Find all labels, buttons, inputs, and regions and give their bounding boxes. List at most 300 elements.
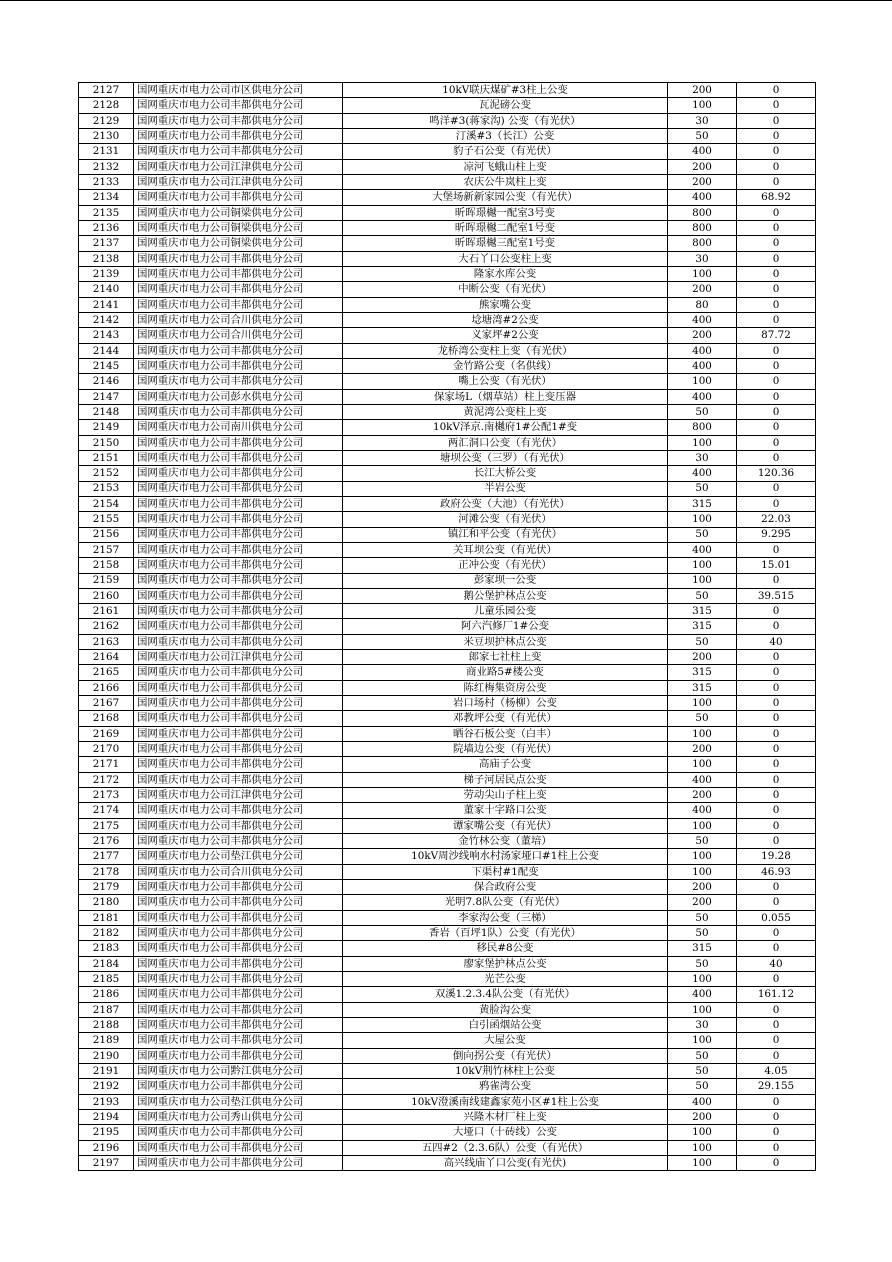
company-name: 国网重庆市电力公司江津供电分公司 <box>134 159 343 174</box>
company-name: 国网重庆市电力公司丰都供电分公司 <box>134 987 343 1002</box>
capacity-value: 100 <box>668 818 737 833</box>
transformer-name: 下渠村#1配变 <box>343 864 668 879</box>
row-number: 2127 <box>79 83 134 98</box>
row-number: 2151 <box>79 450 134 465</box>
capacity-value: 200 <box>668 83 737 98</box>
transformer-name: 10kV澄溪南线建鑫家苑小区#1柱上公变 <box>343 1094 668 1109</box>
table-row <box>79 619 816 634</box>
pv-value: 15.01 <box>737 558 816 573</box>
pv-value: 0 <box>737 358 816 373</box>
capacity-value: 200 <box>668 1109 737 1124</box>
company-name: 国网重庆市电力公司丰都供电分公司 <box>134 450 343 465</box>
capacity-value: 200 <box>668 282 737 297</box>
row-number: 2146 <box>79 374 134 389</box>
transformer-name: 瓦泥磅公变 <box>343 98 668 113</box>
capacity-value: 50 <box>668 711 737 726</box>
row-number: 2145 <box>79 358 134 373</box>
row-number: 2152 <box>79 466 134 481</box>
company-name: 国网重庆市电力公司丰都供电分公司 <box>134 665 343 680</box>
pv-value: 0 <box>737 98 816 113</box>
company-name: 国网重庆市电力公司铜梁供电分公司 <box>134 220 343 235</box>
row-number: 2187 <box>79 1002 134 1017</box>
company-name: 国网重庆市电力公司丰都供电分公司 <box>134 972 343 987</box>
pv-value: 0 <box>737 895 816 910</box>
capacity-value: 100 <box>668 1002 737 1017</box>
transformer-name: 高庙子公变 <box>343 757 668 772</box>
capacity-value: 200 <box>668 328 737 343</box>
table-row <box>79 496 816 511</box>
transformer-name: 廖家堡护林点公变 <box>343 956 668 971</box>
transformer-name: 10kV泽京.南樾府1#公配1#变 <box>343 420 668 435</box>
table-row <box>79 987 816 1002</box>
row-number: 2197 <box>79 1155 134 1170</box>
transformer-name: 正冲公变（有光伏） <box>343 558 668 573</box>
row-number: 2195 <box>79 1125 134 1140</box>
pv-value: 39.515 <box>737 588 816 603</box>
capacity-value: 315 <box>668 665 737 680</box>
capacity-value: 50 <box>668 926 737 941</box>
row-number: 2185 <box>79 972 134 987</box>
transformer-name: 光芒公变 <box>343 972 668 987</box>
transformer-name: 鸦雀湾公变 <box>343 1079 668 1094</box>
capacity-value: 100 <box>668 757 737 772</box>
table-row <box>79 466 816 481</box>
pv-value: 0 <box>737 1094 816 1109</box>
capacity-value: 200 <box>668 742 737 757</box>
company-name: 国网重庆市电力公司丰都供电分公司 <box>134 803 343 818</box>
transformer-name: 倒向拐公变（有光伏） <box>343 1048 668 1063</box>
table-row <box>79 634 816 649</box>
transformer-name: 半岩公变 <box>343 481 668 496</box>
row-number: 2167 <box>79 696 134 711</box>
capacity-value: 400 <box>668 190 737 205</box>
pv-value: 0 <box>737 435 816 450</box>
capacity-value: 50 <box>668 404 737 419</box>
pv-value: 0 <box>737 1002 816 1017</box>
row-number: 2186 <box>79 987 134 1002</box>
row-number: 2192 <box>79 1079 134 1094</box>
table-row <box>79 282 816 297</box>
capacity-value: 315 <box>668 680 737 695</box>
transformer-name: 长江大桥公变 <box>343 466 668 481</box>
row-number: 2166 <box>79 680 134 695</box>
transformer-name: 岩口场村（杨柳）公变 <box>343 696 668 711</box>
company-name: 国网重庆市电力公司黔江供电分公司 <box>134 1064 343 1079</box>
row-number: 2140 <box>79 282 134 297</box>
capacity-value: 100 <box>668 1033 737 1048</box>
transformer-name: 鹅公堡护林点公变 <box>343 588 668 603</box>
capacity-value: 100 <box>668 696 737 711</box>
table-row <box>79 726 816 741</box>
transformer-name: 儿童乐园公变 <box>343 604 668 619</box>
capacity-value: 100 <box>668 1140 737 1155</box>
pv-value: 0 <box>737 1018 816 1033</box>
transformer-name: 昕晖璟樾一配室3号变 <box>343 205 668 220</box>
company-name: 国网重庆市电力公司丰都供电分公司 <box>134 358 343 373</box>
pv-value: 0 <box>737 1048 816 1063</box>
company-name: 国网重庆市电力公司丰都供电分公司 <box>134 144 343 159</box>
transformer-name: 李家沟公变（三梯） <box>343 910 668 925</box>
capacity-value: 200 <box>668 895 737 910</box>
capacity-value: 50 <box>668 910 737 925</box>
row-number: 2170 <box>79 742 134 757</box>
capacity-value: 100 <box>668 512 737 527</box>
table-row <box>79 312 816 327</box>
company-name: 国网重庆市电力公司丰都供电分公司 <box>134 1033 343 1048</box>
pv-value: 0 <box>737 1125 816 1140</box>
table-row <box>79 404 816 419</box>
company-name: 国网重庆市电力公司丰都供电分公司 <box>134 190 343 205</box>
row-number: 2128 <box>79 98 134 113</box>
table-row <box>79 1109 816 1124</box>
pv-value: 0 <box>737 573 816 588</box>
table-row <box>79 604 816 619</box>
pv-value: 0 <box>737 266 816 281</box>
transformer-name: 光明7.8队公变（有光伏） <box>343 895 668 910</box>
company-name: 国网重庆市电力公司丰都供电分公司 <box>134 435 343 450</box>
company-name: 国网重庆市电力公司铜梁供电分公司 <box>134 205 343 220</box>
capacity-value: 100 <box>668 726 737 741</box>
capacity-value: 400 <box>668 803 737 818</box>
company-name: 国网重庆市电力公司丰都供电分公司 <box>134 1079 343 1094</box>
transformer-name: 塘坝公变（三罗）（有光伏） <box>343 450 668 465</box>
row-number: 2132 <box>79 159 134 174</box>
row-number: 2143 <box>79 328 134 343</box>
transformer-name: 龙桥湾公变柱上变（有光伏） <box>343 343 668 358</box>
company-name: 国网重庆市电力公司丰都供电分公司 <box>134 834 343 849</box>
capacity-value: 30 <box>668 450 737 465</box>
transformer-name: 金竹林公变（董培） <box>343 834 668 849</box>
transformer-name: 黄脸沟公变 <box>343 1002 668 1017</box>
company-name: 国网重庆市电力公司丰都供电分公司 <box>134 573 343 588</box>
pv-value: 0 <box>737 236 816 251</box>
pv-value: 0 <box>737 680 816 695</box>
capacity-value: 800 <box>668 220 737 235</box>
pv-value: 0 <box>737 772 816 787</box>
table-row <box>79 926 816 941</box>
capacity-value: 50 <box>668 956 737 971</box>
transformer-name: 10kV荆竹林柱上公变 <box>343 1064 668 1079</box>
company-name: 国网重庆市电力公司丰都供电分公司 <box>134 742 343 757</box>
company-name: 国网重庆市电力公司丰都供电分公司 <box>134 1125 343 1140</box>
pv-value: 29.155 <box>737 1079 816 1094</box>
transformer-table <box>78 82 816 1171</box>
company-name: 国网重庆市电力公司丰都供电分公司 <box>134 343 343 358</box>
pv-value: 0.055 <box>737 910 816 925</box>
transformer-name: 关耳坝公变（有光伏） <box>343 542 668 557</box>
company-name: 国网重庆市电力公司丰都供电分公司 <box>134 1048 343 1063</box>
row-number: 2159 <box>79 573 134 588</box>
pv-value: 0 <box>737 1033 816 1048</box>
pv-value: 0 <box>737 788 816 803</box>
capacity-value: 50 <box>668 634 737 649</box>
capacity-value: 100 <box>668 972 737 987</box>
table-row <box>79 1018 816 1033</box>
transformer-name: 商业路5#楼公变 <box>343 665 668 680</box>
table-row <box>79 849 816 864</box>
company-name: 国网重庆市电力公司丰都供电分公司 <box>134 481 343 496</box>
row-number: 2154 <box>79 496 134 511</box>
company-name: 国网重庆市电力公司丰都供电分公司 <box>134 588 343 603</box>
transformer-name: 10kV周沙线响水村汤家垭口#1柱上公变 <box>343 849 668 864</box>
pv-value: 0 <box>737 282 816 297</box>
table-row <box>79 680 816 695</box>
capacity-value: 50 <box>668 834 737 849</box>
pv-value: 0 <box>737 205 816 220</box>
pv-value: 0 <box>737 389 816 404</box>
pv-value: 0 <box>737 496 816 511</box>
table-row <box>79 343 816 358</box>
row-number: 2139 <box>79 266 134 281</box>
company-name: 国网重庆市电力公司丰都供电分公司 <box>134 634 343 649</box>
row-number: 2162 <box>79 619 134 634</box>
row-number: 2190 <box>79 1048 134 1063</box>
pv-value: 0 <box>737 803 816 818</box>
pv-value: 0 <box>737 818 816 833</box>
row-number: 2174 <box>79 803 134 818</box>
pv-value: 0 <box>737 481 816 496</box>
company-name: 国网重庆市电力公司丰都供电分公司 <box>134 772 343 787</box>
row-number: 2147 <box>79 389 134 404</box>
company-name: 国网重庆市电力公司丰都供电分公司 <box>134 941 343 956</box>
pv-value: 0 <box>737 374 816 389</box>
capacity-value: 100 <box>668 266 737 281</box>
table-row <box>79 834 816 849</box>
row-number: 2177 <box>79 849 134 864</box>
pv-value: 0 <box>737 834 816 849</box>
capacity-value: 400 <box>668 358 737 373</box>
pv-value: 0 <box>737 926 816 941</box>
transformer-name: 高兴线庙丫口公变(有光伏) <box>343 1155 668 1170</box>
company-name: 国网重庆市电力公司丰都供电分公司 <box>134 680 343 695</box>
table-row <box>79 251 816 266</box>
table-row <box>79 788 816 803</box>
company-name: 国网重庆市电力公司丰都供电分公司 <box>134 113 343 128</box>
capacity-value: 100 <box>668 849 737 864</box>
company-name: 国网重庆市电力公司丰都供电分公司 <box>134 374 343 389</box>
transformer-name: 移民#8公变 <box>343 941 668 956</box>
capacity-value: 200 <box>668 174 737 189</box>
table-row <box>79 420 816 435</box>
pv-value: 9.295 <box>737 527 816 542</box>
pv-value: 0 <box>737 113 816 128</box>
transformer-name: 河滩公变（有光伏） <box>343 512 668 527</box>
transformer-name: 郎家七社柱上变 <box>343 650 668 665</box>
transformer-name: 兴隆木材厂柱上变 <box>343 1109 668 1124</box>
pv-value: 0 <box>737 972 816 987</box>
table-row <box>79 236 816 251</box>
transformer-name: 白引函烟站公变 <box>343 1018 668 1033</box>
transformer-name: 豹子石公变（有光伏） <box>343 144 668 159</box>
capacity-value: 800 <box>668 420 737 435</box>
pv-value: 0 <box>737 343 816 358</box>
pv-value: 40 <box>737 956 816 971</box>
company-name: 国网重庆市电力公司合川供电分公司 <box>134 328 343 343</box>
pv-value: 0 <box>737 83 816 98</box>
row-number: 2181 <box>79 910 134 925</box>
transformer-name: 黄泥湾公变柱上变 <box>343 404 668 419</box>
capacity-value: 400 <box>668 312 737 327</box>
row-number: 2153 <box>79 481 134 496</box>
capacity-value: 100 <box>668 558 737 573</box>
pv-value: 0 <box>737 159 816 174</box>
transformer-name: 昕晖璟樾二配室1号变 <box>343 220 668 235</box>
row-number: 2158 <box>79 558 134 573</box>
capacity-value: 200 <box>668 788 737 803</box>
pv-value: 0 <box>737 220 816 235</box>
row-number: 2171 <box>79 757 134 772</box>
table-row <box>79 144 816 159</box>
table-row <box>79 665 816 680</box>
company-name: 国网重庆市电力公司丰都供电分公司 <box>134 128 343 143</box>
table-row <box>79 1064 816 1079</box>
company-name: 国网重庆市电力公司合川供电分公司 <box>134 312 343 327</box>
company-name: 国网重庆市电力公司丰都供电分公司 <box>134 496 343 511</box>
row-number: 2176 <box>79 834 134 849</box>
row-number: 2180 <box>79 895 134 910</box>
transformer-name: 晒谷石板公变（白丰） <box>343 726 668 741</box>
table-row <box>79 374 816 389</box>
pv-value: 0 <box>737 1109 816 1124</box>
transformer-name: 梯子河居民点公变 <box>343 772 668 787</box>
company-name: 国网重庆市电力公司丰都供电分公司 <box>134 558 343 573</box>
pv-value: 0 <box>737 880 816 895</box>
row-number: 2136 <box>79 220 134 235</box>
pv-value: 4.05 <box>737 1064 816 1079</box>
row-number: 2155 <box>79 512 134 527</box>
row-number: 2138 <box>79 251 134 266</box>
table-row <box>79 757 816 772</box>
company-name: 国网重庆市电力公司丰都供电分公司 <box>134 619 343 634</box>
row-number: 2163 <box>79 634 134 649</box>
company-name: 国网重庆市电力公司市区供电分公司 <box>134 83 343 98</box>
capacity-value: 30 <box>668 1018 737 1033</box>
table-row <box>79 588 816 603</box>
company-name: 国网重庆市电力公司垫江供电分公司 <box>134 849 343 864</box>
table-row <box>79 98 816 113</box>
table-row <box>79 803 816 818</box>
table-row <box>79 1079 816 1094</box>
company-name: 国网重庆市电力公司南川供电分公司 <box>134 420 343 435</box>
capacity-value: 315 <box>668 619 737 634</box>
transformer-name: 大石丫口公变柱上变 <box>343 251 668 266</box>
table-row <box>79 190 816 205</box>
capacity-value: 400 <box>668 772 737 787</box>
capacity-value: 80 <box>668 297 737 312</box>
table-row <box>79 435 816 450</box>
company-name: 国网重庆市电力公司丰都供电分公司 <box>134 711 343 726</box>
table-row <box>79 573 816 588</box>
row-number: 2182 <box>79 926 134 941</box>
pv-value: 0 <box>737 604 816 619</box>
capacity-value: 400 <box>668 466 737 481</box>
capacity-value: 100 <box>668 1125 737 1140</box>
transformer-name: 谭家嘴公变（有光伏） <box>343 818 668 833</box>
table-row <box>79 1048 816 1063</box>
transformer-name: 埝塘湾#2公变 <box>343 312 668 327</box>
pv-value: 0 <box>737 542 816 557</box>
company-name: 国网重庆市电力公司丰都供电分公司 <box>134 726 343 741</box>
capacity-value: 30 <box>668 113 737 128</box>
company-name: 国网重庆市电力公司丰都供电分公司 <box>134 1155 343 1170</box>
row-number: 2156 <box>79 527 134 542</box>
company-name: 国网重庆市电力公司丰都供电分公司 <box>134 542 343 557</box>
pv-value: 0 <box>737 251 816 266</box>
company-name: 国网重庆市电力公司丰都供电分公司 <box>134 910 343 925</box>
pv-value: 0 <box>737 665 816 680</box>
pv-value: 0 <box>737 650 816 665</box>
table-row <box>79 1002 816 1017</box>
table-row <box>79 772 816 787</box>
table-row <box>79 1033 816 1048</box>
table-row <box>79 956 816 971</box>
row-number: 2133 <box>79 174 134 189</box>
capacity-value: 200 <box>668 880 737 895</box>
table-row <box>79 1125 816 1140</box>
transformer-name: 大垭口（十砖线）公变 <box>343 1125 668 1140</box>
transformer-name: 汀溪#3（长江）公变 <box>343 128 668 143</box>
transformer-name: 两汇洞口公变（有光伏） <box>343 435 668 450</box>
company-name: 国网重庆市电力公司彭水供电分公司 <box>134 389 343 404</box>
table-row <box>79 220 816 235</box>
capacity-value: 100 <box>668 98 737 113</box>
transformer-name: 中断公变（有光伏） <box>343 282 668 297</box>
pv-value: 161.12 <box>737 987 816 1002</box>
capacity-value: 100 <box>668 864 737 879</box>
company-name: 国网重庆市电力公司丰都供电分公司 <box>134 266 343 281</box>
transformer-name: 鸣洋#3(蒋家沟) 公变（有光伏） <box>343 113 668 128</box>
capacity-value: 800 <box>668 236 737 251</box>
row-number: 2183 <box>79 941 134 956</box>
row-number: 2142 <box>79 312 134 327</box>
pv-value: 0 <box>737 742 816 757</box>
table-row <box>79 696 816 711</box>
capacity-value: 315 <box>668 604 737 619</box>
transformer-name: 大堡场新新家园公变（有光伏） <box>343 190 668 205</box>
capacity-value: 100 <box>668 1155 737 1170</box>
pv-value: 0 <box>737 174 816 189</box>
table-row <box>79 527 816 542</box>
capacity-value: 400 <box>668 987 737 1002</box>
row-number: 2148 <box>79 404 134 419</box>
company-name: 国网重庆市电力公司丰都供电分公司 <box>134 404 343 419</box>
transformer-table-body <box>79 83 816 1171</box>
transformer-name: 保家场L（烟草站）柱上变压器 <box>343 389 668 404</box>
pv-value: 46.93 <box>737 864 816 879</box>
transformer-name: 嘴上公变（有光伏） <box>343 374 668 389</box>
row-number: 2168 <box>79 711 134 726</box>
transformer-name: 凉河飞蛾山柱上变 <box>343 159 668 174</box>
pv-value: 0 <box>737 420 816 435</box>
company-name: 国网重庆市电力公司丰都供电分公司 <box>134 757 343 772</box>
transformer-name: 熊家嘴公变 <box>343 297 668 312</box>
row-number: 2135 <box>79 205 134 220</box>
table-row <box>79 174 816 189</box>
company-name: 国网重庆市电力公司丰都供电分公司 <box>134 604 343 619</box>
capacity-value: 400 <box>668 144 737 159</box>
transformer-name: 农庆公牛岚柱上变 <box>343 174 668 189</box>
pv-value: 0 <box>737 404 816 419</box>
row-number: 2161 <box>79 604 134 619</box>
transformer-name: 邓教坪公变（有光伏） <box>343 711 668 726</box>
row-number: 2141 <box>79 297 134 312</box>
row-number: 2189 <box>79 1033 134 1048</box>
row-number: 2150 <box>79 435 134 450</box>
row-number: 2130 <box>79 128 134 143</box>
capacity-value: 100 <box>668 435 737 450</box>
table-row <box>79 1155 816 1170</box>
pv-value: 0 <box>737 619 816 634</box>
